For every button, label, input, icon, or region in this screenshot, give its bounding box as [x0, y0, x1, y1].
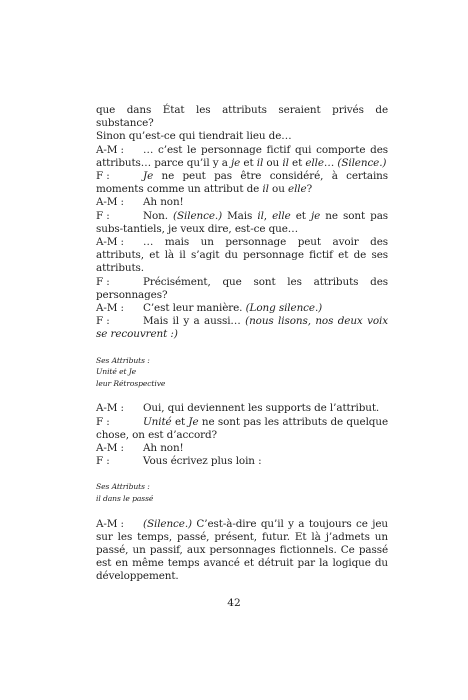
dialogue-turn [96, 402, 388, 415]
italic-text: il [256, 156, 264, 169]
speech-text [96, 315, 388, 341]
dialogue-turn [96, 210, 388, 236]
text-run: Ah non! [143, 442, 184, 455]
speaker-label: F : [96, 315, 110, 328]
speech-text [96, 455, 388, 468]
text-run: ou [268, 183, 289, 196]
text-run: … c’est le personnage fictif qui comporte des attributs… parce qu’il y a [96, 143, 388, 169]
speech-text [96, 442, 388, 455]
text-run: C’est leur manière. [143, 302, 246, 315]
dialogue-turn [96, 144, 388, 170]
speaker-label: F : [96, 275, 110, 288]
dialogue-turn [96, 302, 388, 315]
text-run: … mais un personnage peut avoir des attributs, et là il s’agit du personnage fictif et de ses attributs. [96, 236, 388, 275]
text-run: Oui, qui deviennent les supports de l’attribut. [143, 402, 380, 415]
italic-text: (Silence.) [337, 156, 387, 169]
side-note-attributes-1 [96, 355, 388, 390]
speech-text [96, 402, 388, 415]
italic-text: je [310, 209, 321, 222]
text-run: et [288, 156, 306, 169]
speech-text [96, 196, 388, 209]
dialogue-block-2 [96, 402, 388, 468]
text-run: ou [263, 156, 283, 169]
text-run: et [240, 156, 257, 169]
speech-text [96, 170, 388, 196]
text-run: Vous écrivez plus loin : [143, 455, 262, 468]
italic-text: il [262, 183, 269, 196]
dialogue-turn [96, 442, 388, 455]
italic-text: (Long silence.) [245, 302, 323, 315]
text-run: ne peut pas être considéré, à certains moments comme un attribut de [96, 170, 388, 196]
page-body [96, 104, 388, 584]
italic-text: (nous lisons, nos deux voix se recouvrent :) [96, 315, 388, 341]
speaker-label: A-M : [96, 236, 124, 249]
speaker-label: A-M : [96, 302, 124, 315]
text-run: Ah non! [143, 196, 184, 209]
speech-text [96, 302, 388, 315]
intro-line-2: Sinon qu’est-ce qui tiendrait lieu de… [96, 130, 292, 143]
speech-text [96, 416, 388, 442]
speaker-label: A-M : [96, 143, 124, 156]
speaker-label: F : [96, 415, 110, 428]
speaker-label: A-M : [96, 442, 124, 455]
side-note-attributes-2 [96, 481, 388, 504]
italic-text: elle [272, 209, 291, 222]
text-run: Mais [222, 209, 258, 222]
text-run: Mais il y a aussi… [143, 315, 246, 328]
text-run: ne sont pas les attributs de quelque chose, on est d’accord? [96, 415, 389, 441]
dialogue-turn [96, 455, 388, 468]
page-number: 42 [227, 597, 241, 609]
note-line: Ses Attributs : [96, 355, 150, 365]
dialogue-turn [96, 518, 388, 584]
italic-text: (Silence.) [143, 517, 192, 530]
italic-text: elle… [305, 156, 335, 169]
dialogue-turn [96, 236, 388, 276]
speech-text [96, 210, 388, 236]
speaker-label: F : [96, 455, 110, 468]
intro-line-1: que dans État les attributs seraient privés de substance? [96, 104, 388, 130]
italic-text: elle [288, 183, 307, 196]
speaker-label: F : [96, 209, 110, 222]
italic-text: il [257, 209, 264, 222]
italic-text: (Silence.) [173, 209, 223, 222]
dialogue-turn [96, 416, 388, 442]
italic-text: je [231, 156, 241, 169]
text-run: ? [306, 183, 313, 196]
speaker-label: F : [96, 170, 110, 183]
text-run: ne sont pas subs-tantiels, je veux dire, est-ce que… [96, 209, 389, 235]
speech-text [96, 276, 388, 302]
dialogue-turn [96, 170, 388, 196]
speaker-label: A-M : [96, 517, 124, 530]
text-run: C’est-à-dire qu’il y a toujours ce jeu sur les temps, passé, présent, futur. Et là j’admets un passé, un passif, aux personnages fictionnels. Ce passé est en même temps avancé et détruit par la logique du développement. [96, 517, 388, 583]
speech-text [96, 144, 388, 170]
dialogue-turn [96, 276, 388, 302]
note-line: Unité et Je [96, 367, 137, 377]
speaker-label: A-M : [96, 402, 124, 415]
text-run: Précisément, que sont les attributs des personnages? [96, 275, 388, 301]
dialogue-block-3 [96, 518, 388, 584]
italic-text: Je [143, 170, 154, 183]
text-run: Non. [143, 209, 174, 222]
note-line: Ses Attributs : [96, 482, 150, 492]
text-run: et [290, 209, 311, 222]
dialogue-turn [96, 196, 388, 209]
italic-text: Unité [143, 415, 172, 428]
speech-text [96, 518, 388, 584]
text-run: , [263, 209, 273, 222]
text-run: et [171, 415, 189, 428]
italic-text: Je [188, 415, 199, 428]
dialogue-block-1 [96, 144, 388, 342]
speaker-label: A-M : [96, 196, 124, 209]
dialogue-turn [96, 315, 388, 341]
italic-text: il [282, 156, 289, 169]
note-line: il dans le passé [96, 494, 154, 504]
speech-text [96, 236, 388, 276]
note-line: leur Rétrospective [96, 378, 166, 388]
